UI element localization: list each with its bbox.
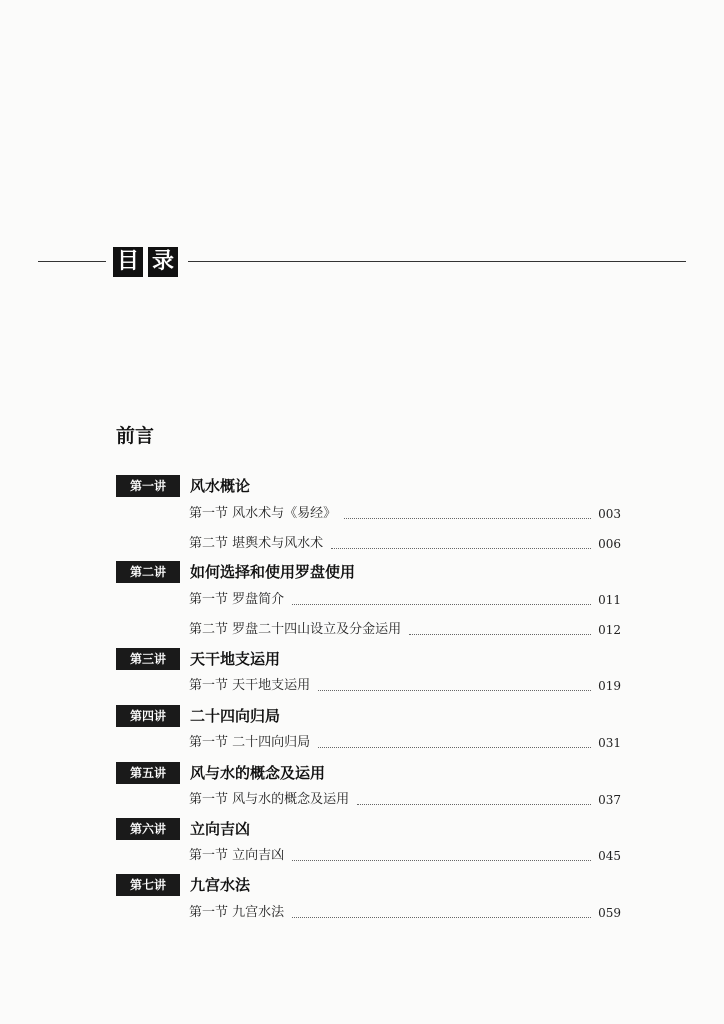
page-number: 037 (598, 793, 621, 807)
section-label: 第一节 罗盘简介 (189, 592, 285, 607)
toc-entry[interactable] (189, 535, 621, 553)
toc-entry[interactable] (189, 734, 621, 752)
leader-dots (318, 690, 591, 691)
lecture-5[interactable] (116, 762, 626, 784)
lecture-3[interactable] (116, 648, 626, 670)
section-label: 第一节 二十四向归局 (189, 735, 311, 750)
preface-heading[interactable]: 前言 (116, 425, 155, 447)
toc-entry[interactable] (189, 791, 621, 809)
section-label: 第一节 风水术与《易经》 (189, 506, 337, 521)
lecture-title: 天干地支运用 (190, 650, 281, 668)
lecture-title: 二十四向归局 (190, 707, 281, 725)
lecture-badge: 第五讲 (116, 762, 180, 784)
section-label: 第一节 九宫水法 (189, 905, 285, 920)
lecture-title: 风水概论 (190, 477, 251, 495)
section-label: 第二节 罗盘二十四山设立及分金运用 (189, 622, 402, 637)
toc-entry[interactable] (189, 677, 621, 695)
lecture-2[interactable] (116, 561, 626, 583)
leader-dots (344, 518, 591, 519)
toc-title-char-2: 录 (148, 247, 178, 277)
page-number: 031 (598, 736, 621, 750)
leader-dots (292, 860, 591, 861)
title-rule-left (38, 261, 106, 262)
lecture-4[interactable] (116, 705, 626, 727)
lecture-title: 九宫水法 (190, 876, 251, 894)
page-number: 011 (598, 593, 621, 607)
leader-dots (357, 804, 591, 805)
lecture-badge: 第四讲 (116, 705, 180, 727)
leader-dots (292, 604, 591, 605)
section-label: 第一节 风与水的概念及运用 (189, 792, 350, 807)
page-number: 045 (598, 849, 621, 863)
lecture-badge: 第三讲 (116, 648, 180, 670)
toc-entry[interactable] (189, 847, 621, 865)
lecture-7[interactable] (116, 874, 626, 896)
toc-entry[interactable] (189, 505, 621, 523)
leader-dots (292, 917, 591, 918)
lecture-badge: 第一讲 (116, 475, 180, 497)
lecture-title: 立向吉凶 (190, 820, 251, 838)
lecture-title: 风与水的概念及运用 (190, 764, 326, 782)
toc-entry[interactable] (189, 591, 621, 609)
leader-dots (318, 747, 591, 748)
toc-title-row (0, 246, 724, 278)
page-number: 059 (598, 906, 621, 920)
leader-dots (409, 634, 591, 635)
page-number: 003 (598, 507, 621, 521)
lecture-badge: 第二讲 (116, 561, 180, 583)
lecture-badge: 第六讲 (116, 818, 180, 840)
section-label: 第二节 堪舆术与风水术 (189, 536, 324, 551)
section-label: 第一节 天干地支运用 (189, 678, 311, 693)
lecture-1[interactable] (116, 475, 626, 497)
page-number: 006 (598, 537, 621, 551)
title-rule-right (188, 261, 686, 262)
section-label: 第一节 立向吉凶 (189, 848, 285, 863)
lecture-6[interactable] (116, 818, 626, 840)
page-number: 019 (598, 679, 621, 693)
toc-title-char-1: 目 (113, 247, 143, 277)
lecture-title: 如何选择和使用罗盘使用 (190, 563, 356, 581)
toc-entry[interactable] (189, 904, 621, 922)
lecture-badge: 第七讲 (116, 874, 180, 896)
leader-dots (331, 548, 591, 549)
toc-entry[interactable] (189, 621, 621, 639)
page-number: 012 (598, 623, 621, 637)
